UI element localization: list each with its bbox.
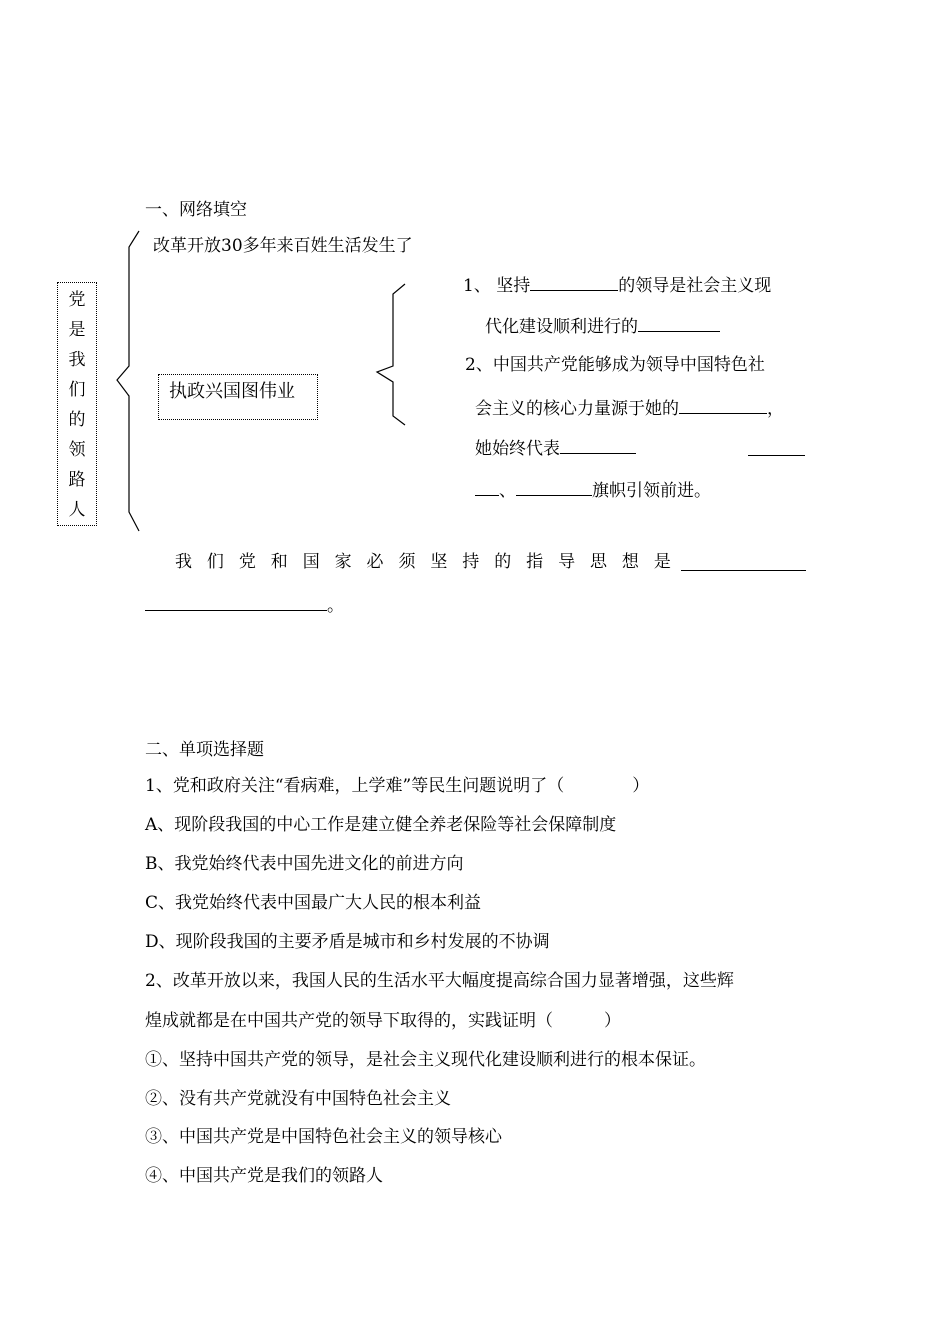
guiding-char: 想 — [621, 552, 639, 572]
guiding-char: 导 — [558, 552, 576, 572]
right-brace — [377, 284, 405, 425]
guiding-char: 持 — [462, 552, 480, 572]
top-item-text: 改革开放30多年来百姓生活发生了 — [153, 236, 413, 256]
item2-text-e: 旗帜引领前进。 — [592, 481, 711, 501]
guiding-char: 们 — [206, 552, 224, 572]
vertical-char: 的 — [68, 410, 86, 430]
item2-text-b: ， — [767, 399, 784, 419]
blank-field[interactable] — [560, 436, 636, 454]
item2-text-d: 、 — [499, 481, 516, 501]
guiding-char: 思 — [589, 552, 607, 572]
blank-field[interactable] — [530, 273, 618, 291]
blank-field[interactable] — [475, 478, 499, 496]
vertical-char: 人 — [68, 500, 86, 520]
blank-field[interactable] — [145, 593, 327, 611]
guiding-char: 和 — [270, 552, 288, 572]
q2-statement-2: ②、没有共产党就没有中国特色社会主义 — [145, 1089, 451, 1109]
guiding-char: 必 — [366, 552, 384, 572]
section1-heading: 一、网络填空 — [145, 200, 247, 220]
item2-line3 — [475, 436, 636, 460]
section2-heading: 二、单项选择题 — [145, 740, 264, 760]
blank-field[interactable] — [681, 553, 806, 571]
vertical-char: 们 — [68, 380, 86, 400]
q2-statement-1: ①、坚持中国共产党的领导，是社会主义现代化建设顺利进行的根本保证。 — [145, 1050, 706, 1070]
q1-option-a[interactable]: A、现阶段我国的中心工作是建立健全养老保险等社会保障制度 — [145, 815, 617, 835]
q1-option-d[interactable]: D、现阶段我国的主要矛盾是城市和乡村发展的不协调 — [145, 932, 550, 952]
item1-text-b: 的领导是社会主义现 — [618, 276, 772, 296]
question-2-line2: 煌成就都是在中国共产党的领导下取得的，实践证明（ ） — [145, 1011, 621, 1031]
vertical-title-box — [57, 282, 97, 526]
item1-text-a: 1、 坚持 — [463, 276, 531, 296]
vertical-char: 领 — [68, 440, 86, 460]
guiding-end: 。 — [327, 596, 344, 616]
guiding-thought-line — [175, 551, 671, 573]
q1-option-b[interactable]: B、我党始终代表中国先进文化的前进方向 — [145, 854, 464, 874]
item1-line2 — [485, 314, 720, 338]
question-1: 1、党和政府关注“看病难，上学难”等民生问题说明了（ ） — [145, 776, 650, 796]
blank-field[interactable] — [516, 478, 592, 496]
guiding-char: 是 — [653, 552, 671, 572]
guiding-line2 — [145, 593, 344, 617]
vertical-char: 路 — [68, 470, 86, 490]
item1-line1 — [463, 273, 771, 297]
center-box: 执政兴国图伟业 — [158, 374, 318, 420]
q2-statement-3: ③、中国共产党是中国特色社会主义的领导核心 — [145, 1127, 502, 1147]
vertical-char: 我 — [68, 350, 86, 370]
q1-option-c[interactable]: C、我党始终代表中国最广大人民的根本利益 — [145, 893, 482, 913]
guiding-char: 家 — [334, 552, 352, 572]
item2-text-a: 会主义的核心力量源于她的 — [475, 399, 679, 419]
guiding-char: 坚 — [430, 552, 448, 572]
item2-text-c: 她始终代表 — [475, 439, 560, 459]
item2-line1: 2、中国共产党能够成为领导中国特色社 — [465, 355, 765, 375]
blank-field[interactable] — [748, 438, 805, 456]
guiding-char: 的 — [494, 552, 512, 572]
guiding-char: 我 — [175, 552, 192, 572]
question-2-line1: 2、改革开放以来，我国人民的生活水平大幅度提高综合国力显著增强，这些辉 — [145, 971, 734, 991]
guiding-char: 须 — [398, 552, 416, 572]
q2-statement-4: ④、中国共产党是我们的领路人 — [145, 1166, 383, 1186]
vertical-char: 党 — [68, 290, 86, 310]
guiding-char: 党 — [238, 552, 256, 572]
item1-text-c: 代化建设顺利进行的 — [485, 317, 638, 337]
left-brace — [117, 231, 139, 531]
blank-field[interactable] — [638, 314, 720, 332]
guiding-char: 指 — [526, 552, 544, 572]
vertical-char: 是 — [68, 320, 86, 340]
item2-line2 — [475, 396, 784, 420]
item2-line4 — [475, 478, 711, 502]
guiding-char: 国 — [302, 552, 320, 572]
blank-field[interactable] — [679, 396, 767, 414]
